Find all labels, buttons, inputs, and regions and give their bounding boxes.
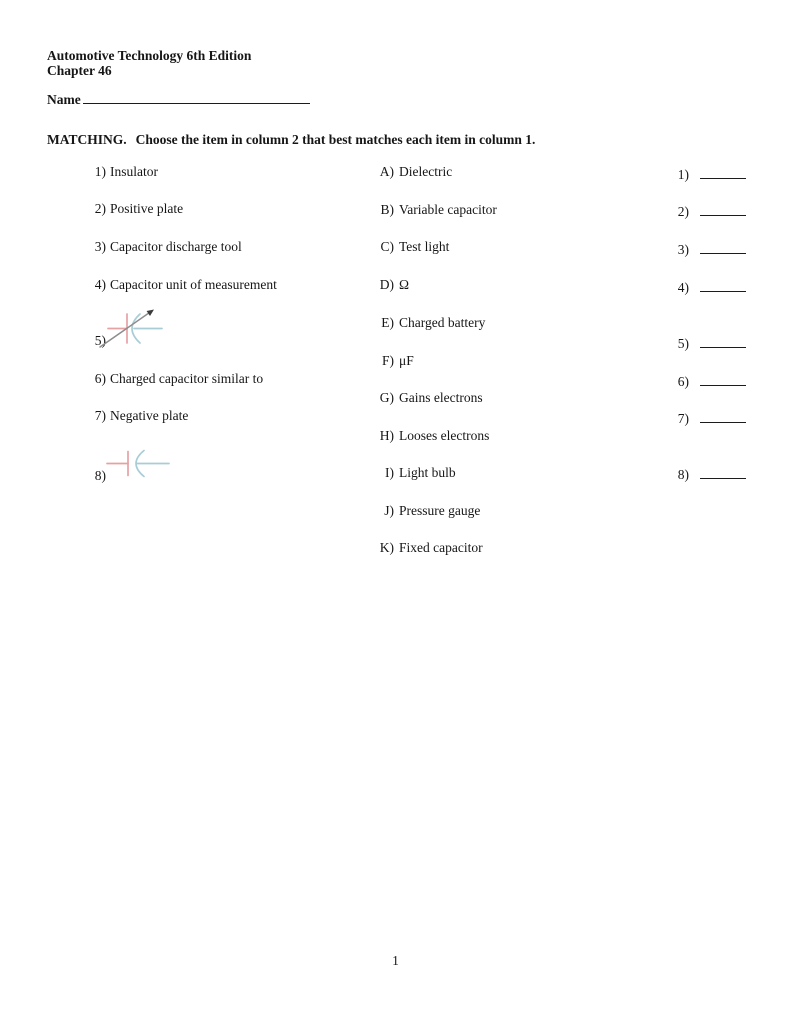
answer-line	[700, 164, 746, 179]
answer-number: 7)	[677, 411, 689, 426]
answer-number: 3)	[677, 242, 689, 257]
item-letter: D)	[379, 277, 394, 292]
col2-item-f	[370, 353, 414, 369]
name-row	[47, 89, 310, 108]
item-number: 6)	[94, 371, 106, 386]
answer-blank-7	[675, 408, 746, 427]
item-letter: E)	[381, 315, 394, 330]
col2-item-e	[370, 315, 485, 331]
col2-item-d	[370, 277, 409, 293]
answer-blank-8	[675, 464, 746, 483]
item-text: Variable capacitor	[399, 202, 497, 217]
answer-line	[700, 239, 746, 254]
item-text: Insulator	[110, 164, 158, 179]
item-number: 1)	[94, 164, 106, 179]
item-text: Looses electrons	[399, 428, 490, 443]
col2-item-h	[370, 428, 489, 444]
answer-line	[700, 371, 746, 386]
document-header	[47, 48, 251, 78]
answer-line	[700, 201, 746, 216]
item-text: Light bulb	[399, 465, 456, 480]
col2-item-k	[370, 540, 483, 556]
col2-item-j	[370, 503, 480, 519]
page-number: 1	[392, 953, 399, 968]
answer-line	[700, 333, 746, 348]
item-text: Capacitor unit of measurement	[110, 277, 277, 292]
item-number: 2)	[94, 201, 106, 216]
col2-item-a	[370, 164, 452, 180]
item-letter: C)	[380, 239, 394, 254]
answer-blank-4	[675, 277, 746, 296]
answer-number: 5)	[677, 336, 689, 351]
item-text: Fixed capacitor	[399, 540, 483, 555]
item-text: Gains electrons	[399, 390, 483, 405]
name-blank-line	[83, 89, 310, 104]
matching-heading: MATCHING.	[47, 132, 127, 147]
item-text: Dielectric	[399, 164, 453, 179]
item-number: 4)	[94, 277, 106, 292]
item-text: Charged capacitor similar to	[110, 371, 264, 386]
item-number: 5)	[94, 333, 106, 348]
fixed-capacitor-symbol	[104, 448, 172, 480]
col1-item-7	[92, 408, 188, 424]
item-letter: K)	[379, 540, 394, 555]
item-text: μF	[399, 353, 414, 368]
col2-item-i	[370, 465, 456, 481]
answer-line	[700, 408, 746, 423]
answer-number: 1)	[677, 167, 689, 182]
col2-item-c	[370, 239, 449, 255]
col1-item-6	[92, 371, 263, 387]
answer-blank-2	[675, 201, 746, 220]
matching-instruction-text: Choose the item in column 2 that best matches each item in column 1.	[135, 132, 536, 147]
item-letter: F)	[381, 353, 394, 368]
item-number: 8)	[94, 468, 106, 483]
col2-item-g	[370, 390, 483, 406]
matching-instructions	[47, 132, 535, 148]
header-chapter: Chapter 46	[47, 63, 112, 78]
item-letter: A)	[379, 164, 394, 179]
item-letter: G)	[379, 390, 394, 405]
answer-line	[700, 464, 746, 479]
col1-item-4	[92, 277, 277, 293]
variable-arrow-line	[100, 313, 149, 347]
answer-number: 8)	[677, 467, 689, 482]
item-text: Test light	[399, 239, 450, 254]
item-text: Capacitor discharge tool	[110, 239, 242, 254]
answer-number: 6)	[677, 374, 689, 389]
answer-blank-6	[675, 371, 746, 390]
answer-number: 4)	[677, 280, 689, 295]
item-text: Ω	[399, 277, 410, 292]
item-text: Positive plate	[110, 201, 184, 216]
item-text: Negative plate	[110, 408, 189, 423]
item-number: 3)	[94, 239, 106, 254]
item-letter: I)	[385, 465, 394, 480]
item-text: Charged battery	[399, 315, 486, 330]
variable-arrowhead	[147, 310, 154, 317]
variable-capacitor-symbol	[99, 305, 167, 349]
item-letter: J)	[384, 503, 394, 518]
col2-item-b	[370, 202, 497, 218]
answer-blank-3	[675, 239, 746, 258]
header-title: Automotive Technology 6th Edition	[47, 48, 252, 63]
answer-blank-1	[675, 164, 746, 183]
item-number: 7)	[94, 408, 106, 423]
item-letter: H)	[379, 428, 394, 443]
answer-number: 2)	[677, 204, 689, 219]
item-letter: B)	[380, 202, 394, 217]
answer-line	[700, 277, 746, 292]
col1-item-1	[92, 164, 158, 180]
name-label: Name	[47, 92, 81, 107]
item-text: Pressure gauge	[399, 503, 481, 518]
answer-blank-5	[675, 333, 746, 352]
col1-item-3	[92, 239, 242, 255]
col1-item-2	[92, 201, 183, 217]
